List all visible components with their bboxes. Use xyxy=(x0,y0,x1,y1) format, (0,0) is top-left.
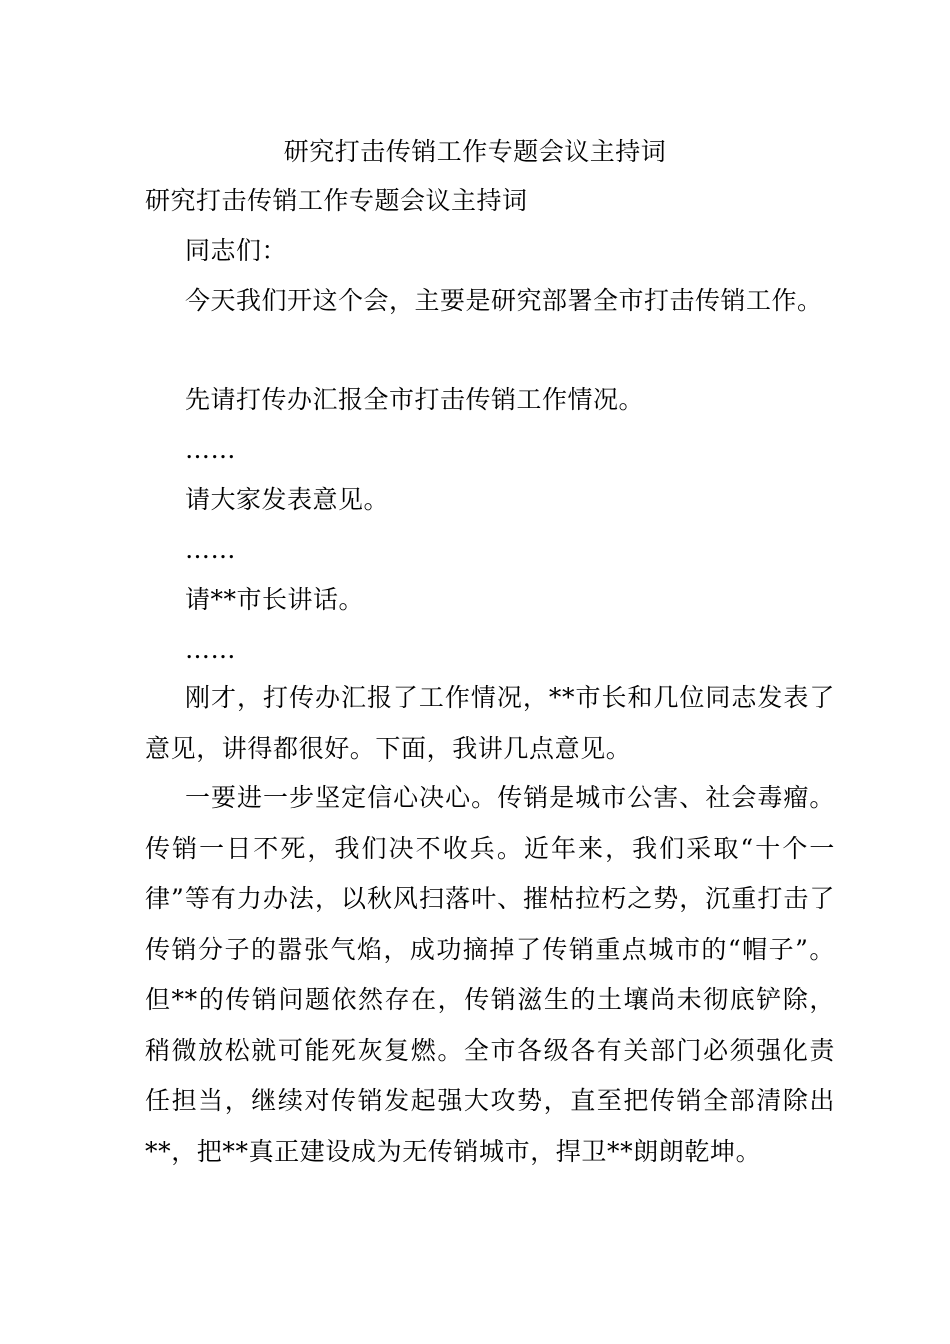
opinion-request-line: 请大家发表意见。 xyxy=(185,485,390,514)
point-one-paragraph: 一要进一步坚定信心决心。传销是城市公害、社会毒瘤。传销一日不死，我们决不收兵。近年来，我们采取“十个一律”等有力办法，以秋风扫落叶、摧枯拉朽之势，沉重打击了传销分子的嚣张气焰，成功摘掉了传销重点城市的“帽子”。但**的传销问题依然存在，传销滋生的土壤尚未彻底铲除，稍微放松就可能死灰复燃。全市各级各有关部门必须强化责任担当，继续对传销发起强大攻势，直至把传销全部清除出**，把**真正建设成为无传销城市，捍卫**朗朗乾坤。 xyxy=(145,783,835,1166)
mayor-speech-line: 请**市长讲话。 xyxy=(185,585,365,614)
ellipsis-line: …… xyxy=(185,535,236,564)
ellipsis-line: …… xyxy=(185,635,236,664)
document-subtitle: 研究打击传销工作专题会议主持词 xyxy=(145,186,528,215)
salutation-line: 同志们： xyxy=(185,236,288,265)
document-title: 研究打击传销工作专题会议主持词 xyxy=(283,137,667,166)
opening-line: 今天我们开这个会，主要是研究部署全市打击传销工作。 xyxy=(185,286,823,315)
summary-paragraph: 刚才，打传办汇报了工作情况，**市长和几位同志发表了意见，讲得都很好。下面，我讲几点意见。 xyxy=(145,683,835,763)
report-request-line: 先请打传办汇报全市打击传销工作情况。 xyxy=(185,385,645,414)
ellipsis-line: …… xyxy=(185,435,236,464)
